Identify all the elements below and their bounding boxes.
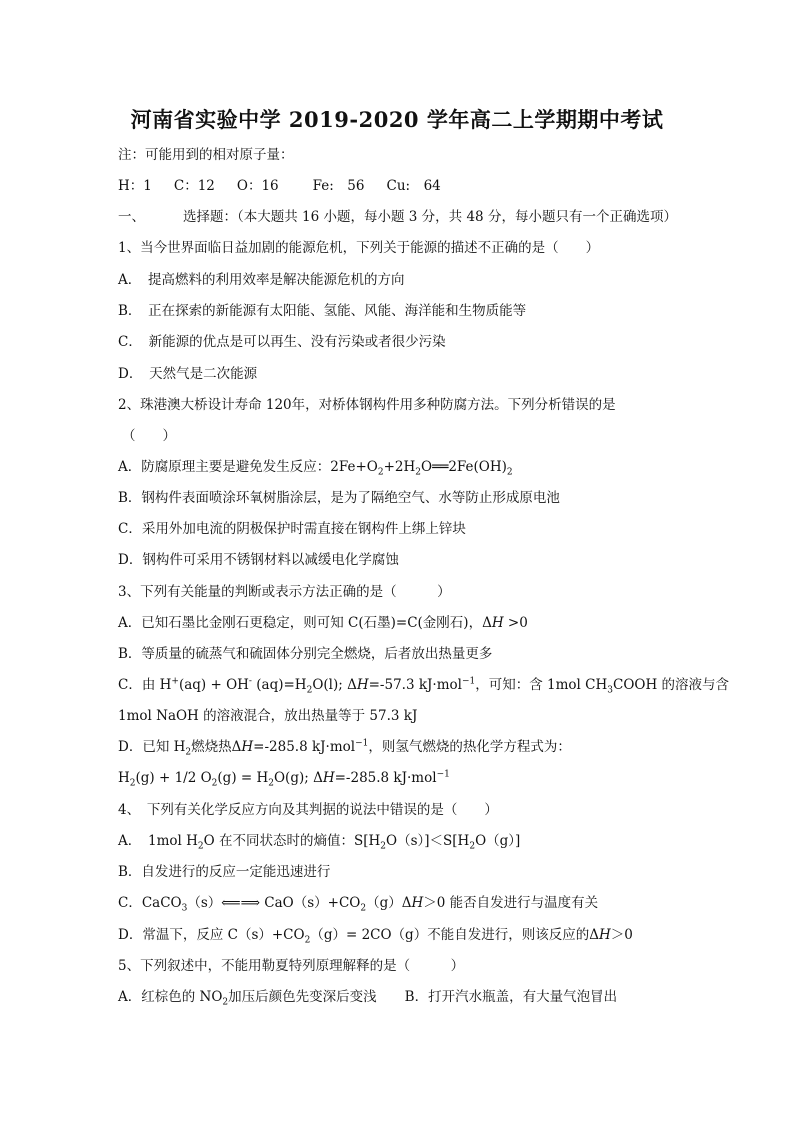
q3-d2-sub1: 2	[129, 778, 136, 789]
q1-stem: 1、当今世界面临日益加剧的能源危机，下列关于能源的描述不正确的是（ ）	[118, 240, 600, 256]
note-line: 注：可能用到的相对原子量：	[118, 147, 294, 163]
q3-c-t5: =-57.3 kJ·mol	[368, 677, 462, 693]
q4-d-t1: D．常温下，反应 C（s）+CO	[118, 927, 305, 943]
q4-c-sub2: 2	[360, 903, 367, 914]
q4-c-t1: C．CaCO	[118, 895, 182, 911]
q5-option-b: B．打开汽水瓶盖，有大量气泡冒出	[404, 989, 618, 1005]
q2-a-sub3: 2	[506, 467, 513, 478]
q4-d-h: H	[598, 927, 611, 943]
q1-option-d: D． 天然气是二次能源	[118, 366, 258, 382]
mass-h: H：1	[118, 178, 152, 194]
q4-a-sub3: 2	[469, 841, 476, 852]
q5-stem: 5、下列叙述中，不能用勒夏特列原理解释的是（ ）	[118, 958, 465, 974]
mass-o: O：16	[236, 178, 279, 194]
q2-option-d: D．钢构件可采用不锈钢材料以减缓电化学腐蚀	[118, 552, 399, 568]
q3-d2-h: H	[322, 770, 335, 786]
q4-d-sub: 2	[304, 935, 311, 946]
q3-d2-t1: H	[118, 770, 130, 786]
q4-a-t2: O 在不同状态时的熵值：S[H	[203, 833, 381, 849]
q3-c-sub1: 2	[306, 685, 313, 696]
q3-d2-t3: (g) = H	[217, 770, 269, 786]
q2-stem: 2、珠港澳大桥设计寿命 120年，对桥体钢构件用多种防腐方法。下列分析错误的是	[118, 397, 616, 413]
q3-option-d-line1	[118, 738, 571, 756]
q3-d2-sup: −1	[436, 769, 450, 780]
q4-option-b: B．自发进行的反应一定能迅速进行	[118, 864, 331, 880]
q3-a-text1: A．已知石墨比金刚石更稳定，则可知 C(石墨)=C(金刚石)，Δ	[118, 615, 492, 631]
q3-d2-sub3: 2	[268, 778, 274, 789]
q5-a-t1: A．红棕色的 NO	[118, 989, 223, 1005]
q3-d2-t2: (g) + 1/2 O	[135, 770, 212, 786]
q3-d2-sub2: 2	[211, 778, 218, 789]
atomic-masses-line	[118, 177, 441, 195]
q1-option-b: B． 正在探索的新能源有太阳能、氢能、风能、海洋能和生物质能等	[118, 303, 527, 319]
q2-a-sub1: 2	[377, 467, 384, 478]
q4-stem: 4、 下列有关化学反应方向及其判据的说法中错误的是（ ）	[118, 802, 498, 818]
q4-option-a	[118, 832, 520, 850]
q4-option-c	[118, 894, 598, 912]
q3-option-a	[118, 614, 528, 632]
q3-a-h: H	[491, 615, 504, 631]
q2-option-a	[118, 458, 513, 476]
mass-fe: Fe: 56	[312, 178, 365, 194]
section-heading	[118, 208, 677, 226]
q4-c-t3: （g）Δ	[366, 895, 412, 911]
q3-c-t6: ，可知：含 1mol CH	[475, 677, 608, 693]
q2-paren: （ ）	[122, 428, 176, 444]
q4-a-sub2: 2	[380, 841, 387, 852]
q3-option-c-line2: 1mol NaOH 的溶液混合，放出热量等于 57.3 kJ	[118, 708, 418, 724]
q5-a-sub: 2	[222, 997, 229, 1008]
q2-a-sub2: 2	[415, 467, 421, 478]
q3-option-b: B．等质量的硫蒸气和硫固体分别完全燃烧，后者放出热量更多	[118, 646, 493, 662]
mass-cu: Cu: 64	[386, 178, 441, 194]
q4-c-t2: （s）⟸⟹ CaO（s）+CO	[187, 895, 361, 911]
q3-d-sub1: 2	[185, 747, 192, 758]
q4-option-d	[118, 926, 633, 944]
q3-d-t1: D．已知 H	[118, 739, 186, 755]
q3-a-text2: >0	[503, 615, 528, 631]
q3-stem: 3、下列有关能量的判断或表示方法正确的是（ ）	[118, 584, 451, 600]
q3-option-c-line1	[118, 676, 729, 694]
q3-d-t2: 燃烧热Δ	[191, 739, 242, 755]
q3-c-sup2: -	[248, 676, 252, 687]
q3-d-h: H	[241, 739, 254, 755]
q4-d-t3: ＞0	[610, 927, 633, 943]
section-text: 选择题：（本大题共 16 小题，每小题 3 分，共 48 分，每小题只有一个正确选项）	[183, 209, 677, 225]
q4-a-sub1: 2	[197, 841, 204, 852]
q5-a-t2: 加压后颜色先变深后变浅	[228, 989, 377, 1005]
q1-option-a: A． 提高燃料的利用效率是解决能源危机的方向	[118, 272, 405, 288]
q3-c-h: H	[356, 677, 369, 693]
q2-a-text3: O══2Fe(OH)	[421, 459, 507, 475]
q3-d2-t4: O(g); Δ	[273, 770, 323, 786]
q2-option-b: B．钢构件表面喷涂环氧树脂涂层，是为了隔绝空气、水等防止形成原电池	[118, 490, 560, 506]
q3-c-t7: COOH 的溶液与含	[613, 677, 730, 693]
section-number: 一、	[118, 209, 145, 225]
q3-c-sup1: +	[171, 676, 179, 687]
q4-c-t4: ＞0 能否自发进行与温度有关	[423, 895, 599, 911]
exam-title: 河南省实验中学 2019-2020 学年高二上学期期中考试	[130, 107, 664, 132]
q5-options-ab	[118, 988, 617, 1006]
q3-option-d-line2	[118, 769, 450, 787]
q3-c-t3: (aq)=H	[251, 677, 307, 693]
q2-option-c: C．采用外加电流的阴极保护时需直接在钢构件上绑上锌块	[118, 521, 466, 537]
q4-a-t4: O（g）]	[475, 833, 521, 849]
q4-c-sub1: 3	[181, 903, 188, 914]
q3-c-t2: (aq) + OH	[178, 677, 249, 693]
q4-a-t1: A． 1mol H	[118, 833, 198, 849]
q4-d-t2: （g）= 2CO（g）不能自发进行，则该反应的Δ	[310, 927, 599, 943]
q4-c-h: H	[411, 895, 424, 911]
q3-d-t3: =-285.8 kJ·mol	[253, 739, 356, 755]
q3-c-sup3: −1	[461, 676, 476, 687]
q4-a-t3: O（s）]＜S[H	[386, 833, 470, 849]
q2-a-text1: A．防腐原理主要是避免发生反应：2Fe+O	[118, 459, 378, 475]
q3-c-sub2: 3	[607, 685, 614, 696]
q2-a-text2: +2H	[383, 459, 416, 475]
q3-c-t4: O(l); Δ	[312, 677, 357, 693]
mass-c: C：12	[173, 178, 215, 194]
q3-d-t4: ，则氢气燃烧的热化学方程式为：	[368, 739, 571, 755]
q3-d-sup1: −1	[355, 738, 369, 749]
q3-c-t1: C．由 H	[118, 677, 172, 693]
q1-option-c: C． 新能源的优点是可以再生、没有污染或者很少污染	[118, 334, 446, 350]
q3-d2-t5: =-285.8 kJ·mol	[334, 770, 437, 786]
